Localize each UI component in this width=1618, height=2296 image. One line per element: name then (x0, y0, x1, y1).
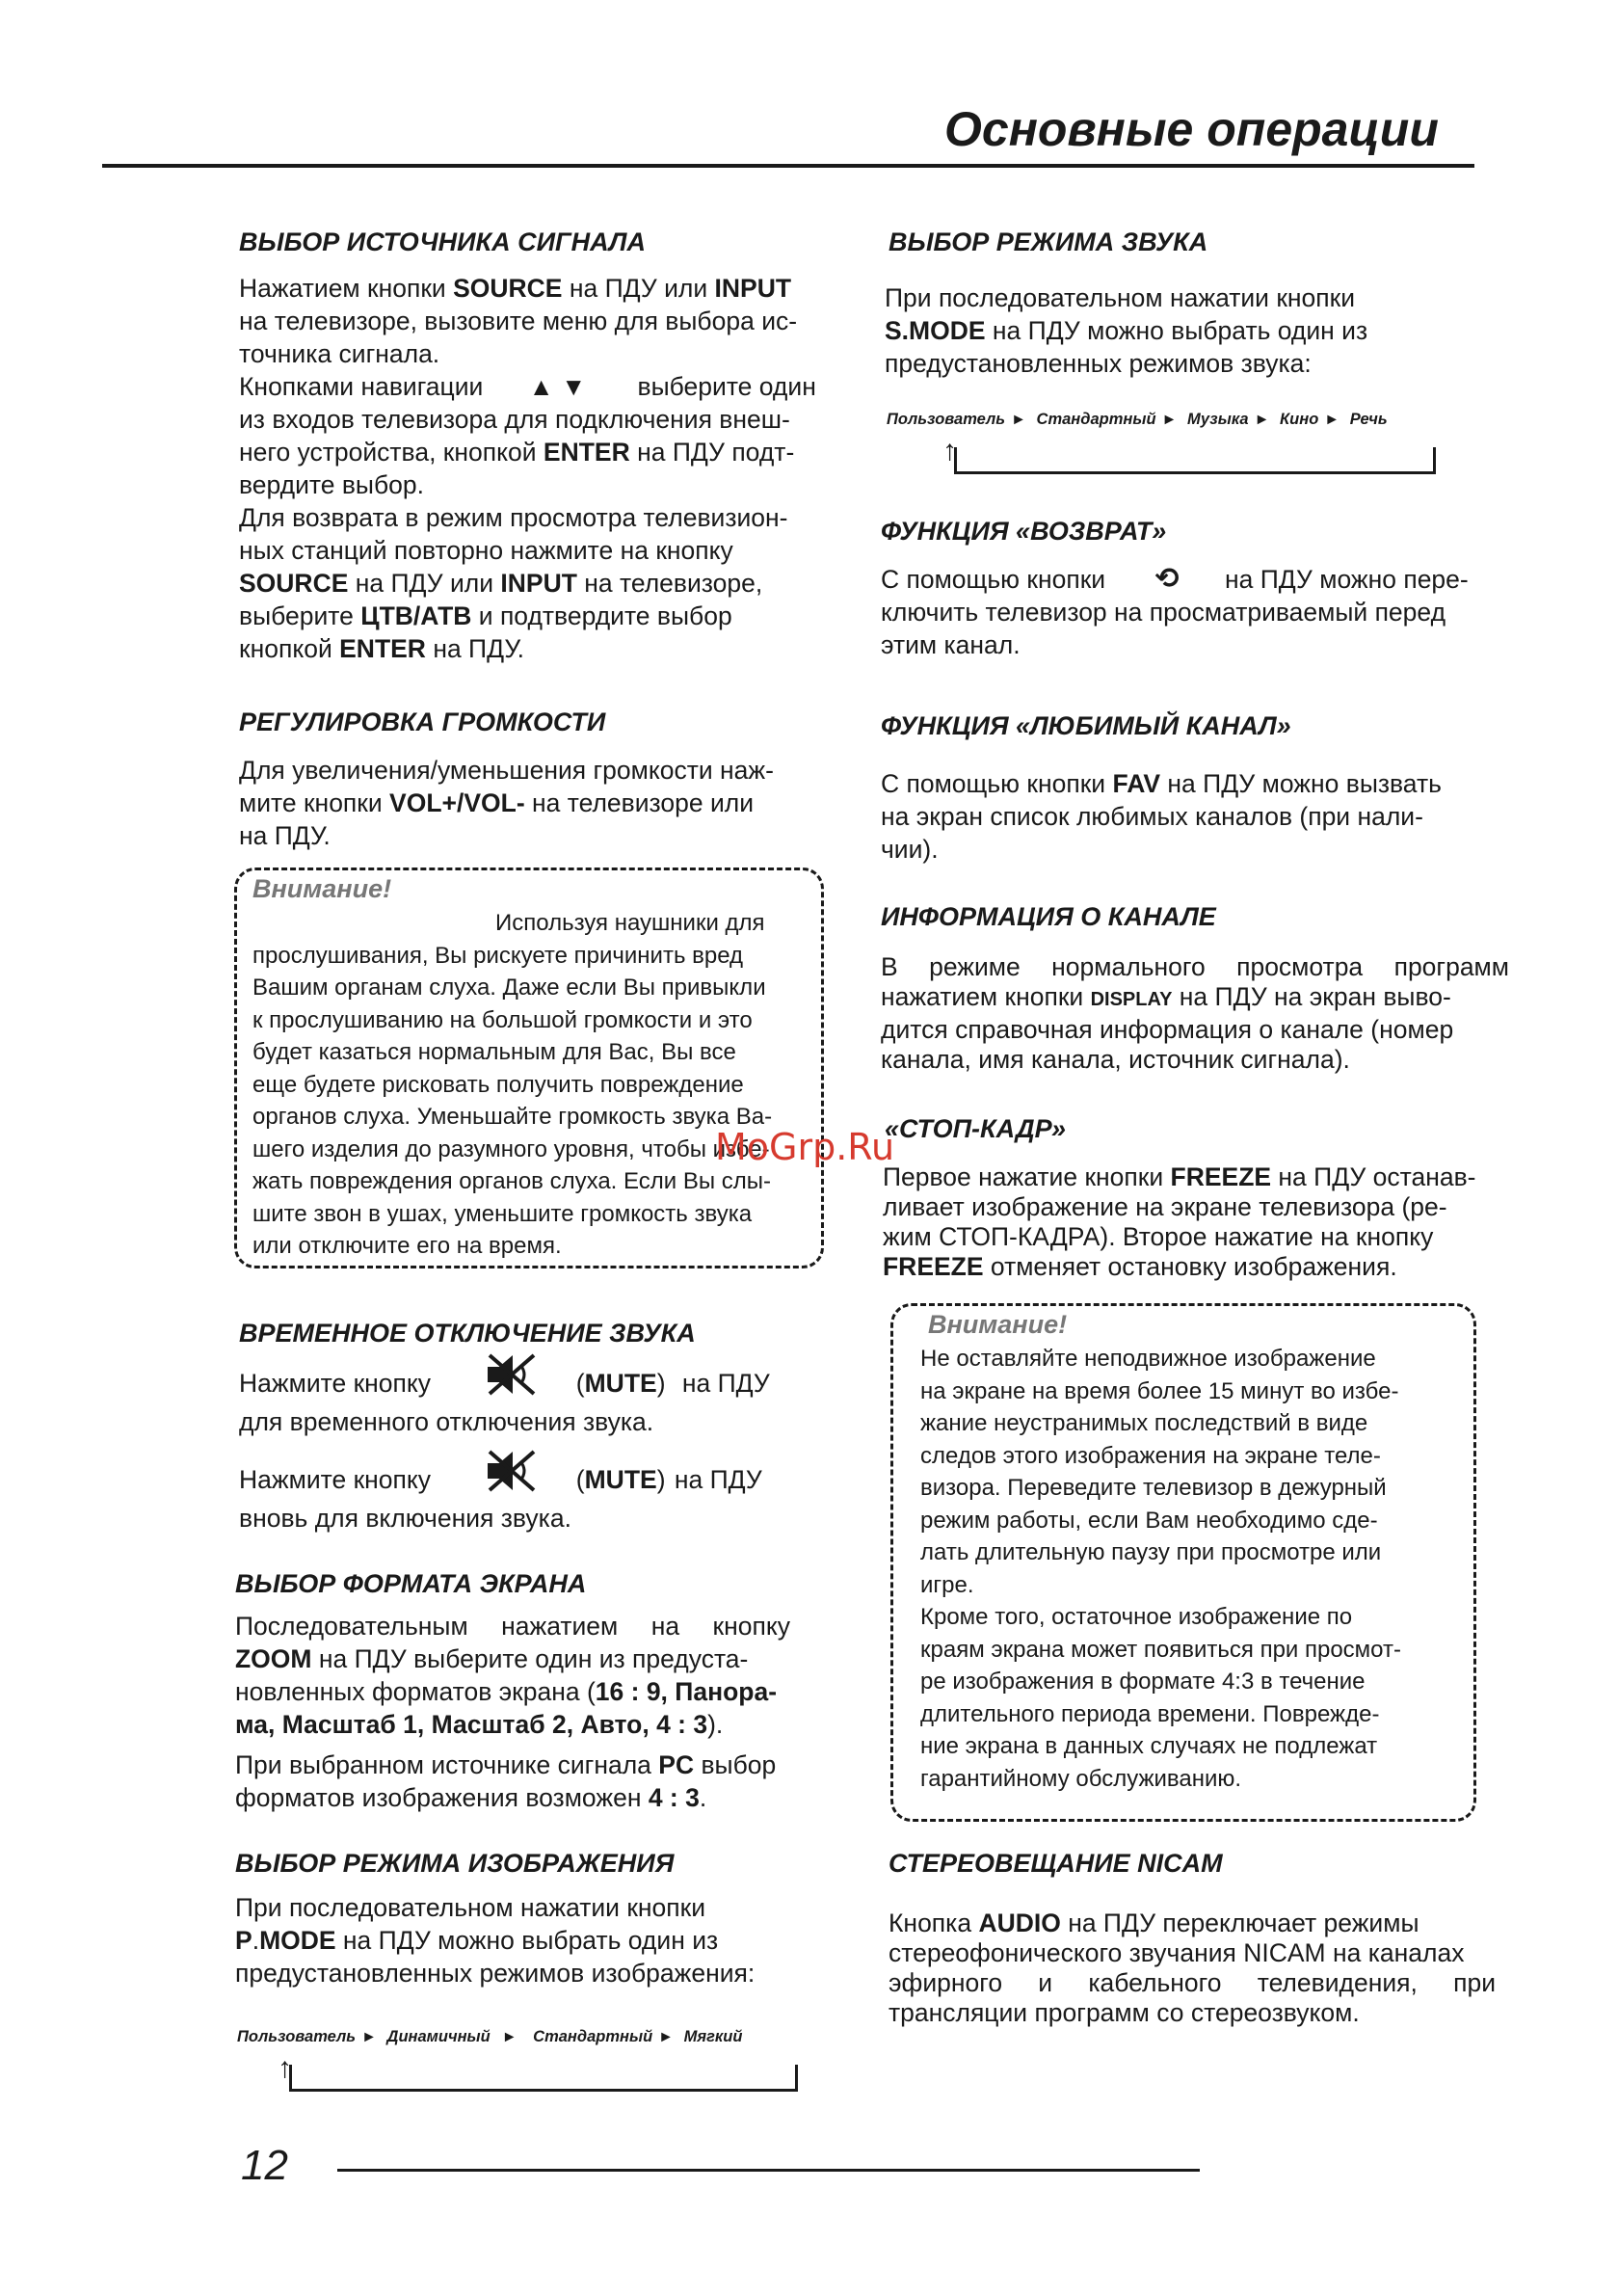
cycle-item: Пользователь (887, 411, 1006, 428)
pmode-line-3: предустановленных режимов изображения: (235, 1959, 756, 1988)
warning-line: органов слуха. Уменьшайте громкость звука Ва- (252, 1104, 773, 1130)
warning-line: или отключите его на время. (252, 1233, 562, 1259)
source-line-12: кнопкой ENTER на ПДУ. (239, 634, 525, 663)
source-line-1: Нажатием кнопки SOURCE на ПДУ или INPUT (239, 274, 792, 303)
mute-line-b2: вновь для включения звука. (239, 1504, 571, 1533)
section-heading-mute: ВРЕМЕННОЕ ОТКЛЮЧЕНИЕ ЗВУКА (239, 1319, 696, 1348)
source-line-11: выберите ЦТВ/АТВ и подтвердите выбор (239, 601, 732, 630)
nicam-line-3: эфирного и кабельного телевидения, при (889, 1968, 1496, 1997)
freeze-line-2: ливает изображение на экране телевизора (ре- (883, 1192, 1447, 1221)
warning-line: гарантийному обслуживанию. (920, 1765, 1242, 1792)
up-arrow-icon: ↑ (942, 435, 957, 467)
warning-line: Вашим органам слуха. Даже если Вы привыкли (252, 974, 766, 1001)
warning-line: визора. Переведите телевизор в дежурный (920, 1475, 1387, 1501)
title-divider (102, 164, 1474, 168)
cycle-item: Речь (1349, 411, 1388, 428)
sound-mode-text (885, 281, 1501, 380)
warning-line: жание неустранимых последствий в виде (920, 1410, 1368, 1436)
cycle-item: Музыка (1186, 411, 1249, 428)
fav-line-3: чии). (881, 835, 939, 864)
warning-line: Кроме того, остаточное изображение по (920, 1604, 1353, 1630)
info-line-3: дится справочная информация о канале (номер (881, 1015, 1454, 1044)
warning-line: жать повреждения органов слуха. Если Вы слы- (252, 1168, 771, 1194)
play-arrow-icon: ► (1254, 412, 1270, 428)
info-line-4: канала, имя канала, источник сигнала). (881, 1045, 1350, 1074)
source-line-9: ных станций повторно нажмите на кнопку (239, 536, 733, 565)
warning-line: игре. (920, 1571, 974, 1598)
recall-icon: ⟲ (1154, 563, 1180, 595)
recall-text (881, 563, 1517, 661)
fav-line-1: С помощью кнопки FAV на ПДУ можно вызвать (881, 769, 1442, 798)
warning-line: шего изделия до разумного уровня, чтобы избе- (252, 1135, 770, 1162)
recall-line-2: ключить телевизор на просматриваемый перед (881, 598, 1446, 627)
cycle-item: Динамичный (386, 2028, 491, 2045)
source-line-2: на телевизоре, вызовите меню для выбора ис- (239, 307, 798, 335)
volume-line-2: мите кнопки VOL+/VOL- на телевизоре или (239, 788, 755, 817)
mute-icon (484, 1448, 540, 1502)
warning-line: к прослушиванию на большой громкости и это (252, 1006, 753, 1033)
watermark: MoGrp.Ru (715, 1126, 895, 1168)
freeze-line-3: жим СТОП-КАДРА). Второе нажатие на кнопку (883, 1222, 1434, 1251)
up-arrow-icon: ↑ (278, 2052, 292, 2084)
play-arrow-icon: ► (501, 2029, 517, 2045)
warning-line: еще будете рисковать получить повреждение (252, 1071, 744, 1098)
mute-line-b1: Нажмите кнопку (MUTE) на ПДУ (239, 1461, 846, 1502)
freeze-line-1: Первое нажатие кнопки FREEZE на ПДУ останав- (883, 1162, 1476, 1191)
cycle-item: Мягкий (683, 2028, 743, 2045)
zoom-text (235, 1610, 790, 1814)
volume-line-1: Для увеличения/уменьшения громкости наж- (239, 756, 774, 785)
smode-line-3: предустановленных режимов звука: (885, 349, 1312, 378)
smode-line-2: S.MODE на ПДУ можно выбрать один из (885, 316, 1368, 345)
headphones-warning-box (234, 868, 824, 1268)
cycle-item: Стандартный (533, 2028, 653, 2045)
cycle-item: Кино (1280, 411, 1319, 428)
navigation-arrows-icon: ▲▼ (528, 372, 595, 401)
mute-text-b (239, 1461, 846, 1535)
warning-text (920, 1343, 1470, 1795)
section-heading-nicam: СТЕРЕОВЕЩАНИЕ NICAM (889, 1849, 1223, 1878)
zoom-line-4: ма, Масштаб 1, Масштаб 2, Авто, 4 : 3). (235, 1710, 724, 1739)
warning-line: ние экрана в данных случаях не подлежат (920, 1733, 1378, 1759)
fav-line-2: на экран список любимых каналов (при нали- (881, 802, 1423, 831)
source-line-4: Кнопками навигации ▲▼ выберите один (239, 372, 816, 401)
section-heading-channel-info: ИНФОРМАЦИЯ О КАНАЛЕ (881, 902, 1216, 931)
nicam-line-1: Кнопка AUDIO на ПДУ переключает режимы (889, 1909, 1419, 1937)
zoom-line-5: При выбранном источнике сигнала PC выбор (235, 1750, 777, 1779)
section-heading-source: ВЫБОР ИСТОЧНИКА СИГНАЛА (239, 227, 646, 256)
section-heading-favorite: ФУНКЦИЯ «ЛЮБИМЫЙ КАНАЛ» (881, 711, 1291, 740)
section-heading-recall: ФУНКЦИЯ «ВОЗВРАТ» (881, 517, 1167, 546)
zoom-line-6: форматов изображения возможен 4 : 3. (235, 1783, 707, 1812)
page-title: Основные операции (944, 102, 1439, 156)
warning-line: Не оставляйте неподвижное изображение (920, 1346, 1376, 1372)
cycle-return-line (954, 447, 1436, 474)
play-arrow-icon: ► (1324, 412, 1340, 428)
pmode-line-2: P.MODE на ПДУ можно выбрать один из (235, 1926, 719, 1955)
nicam-text (889, 1909, 1496, 2028)
play-arrow-icon: ► (361, 2029, 377, 2045)
mute-text-a (239, 1365, 846, 1438)
play-arrow-icon: ► (1011, 412, 1026, 428)
info-line-1: В режиме нормального просмотра программ (881, 952, 1509, 981)
warning-title: Внимание! (928, 1310, 1068, 1339)
play-arrow-icon: ► (658, 2029, 675, 2045)
source-text (239, 272, 846, 665)
source-line-10: SOURCE на ПДУ или INPUT на телевизоре, (239, 569, 763, 598)
warning-line: краям экрана может появиться при просмот- (920, 1636, 1401, 1663)
freeze-text (883, 1162, 1519, 1282)
favorite-text (881, 767, 1517, 866)
section-heading-volume: РЕГУЛИРОВКА ГРОМКОСТИ (239, 707, 606, 736)
recall-line-1: С помощью кнопки ⟲ на ПДУ можно пере- (881, 563, 1469, 595)
sound-mode-cycle (887, 411, 1388, 429)
warning-line: прослушивания, Вы рискуете причинить вред (252, 942, 744, 969)
warning-text (252, 907, 821, 1263)
source-line-5: из входов телевизора для подключения внеш- (239, 405, 790, 434)
mute-line-a1: Нажмите кнопку (MUTE) на ПДУ (239, 1365, 846, 1405)
warning-line: режим работы, если Вам необходимо сде- (920, 1507, 1378, 1534)
warning-line: ре изображения в формате 4:3 в течение (920, 1669, 1366, 1695)
warning-title: Внимание! (252, 874, 392, 903)
picture-mode-cycle (237, 2028, 742, 2046)
info-line-2: нажатием кнопки DISPLAY на ПДУ на экран выво- (881, 982, 1451, 1011)
cycle-return-line (289, 2065, 798, 2092)
section-heading-picture-mode: ВЫБОР РЕЖИМА ИЗОБРАЖЕНИЯ (235, 1849, 675, 1878)
warning-line: будет казаться нормальным для Вас, Вы все (252, 1039, 736, 1065)
cycle-item: Пользователь (237, 2028, 357, 2045)
still-image-warning-box (890, 1303, 1476, 1822)
mute-line-a2: для временного отключения звука. (239, 1407, 654, 1436)
warning-line: следов этого изображения на экране теле- (920, 1442, 1381, 1469)
zoom-line-2: ZOOM на ПДУ выберите один из предуста- (235, 1644, 749, 1673)
volume-text (239, 754, 846, 852)
freeze-line-4: FREEZE отменяет остановку изображения. (883, 1252, 1397, 1281)
zoom-line-1: Последовательным нажатием на кнопку (235, 1612, 790, 1641)
play-arrow-icon: ► (1161, 412, 1178, 428)
channel-info-text (881, 952, 1509, 1075)
source-line-8: Для возврата в режим просмотра телевизион- (239, 503, 788, 532)
cycle-item: Стандартный (1036, 411, 1156, 428)
warning-line: шите звон в ушах, уменьшите громкость звука (252, 1200, 753, 1227)
section-heading-sound-mode: ВЫБОР РЕЖИМА ЗВУКА (889, 227, 1208, 256)
warning-line: лать длительную паузу при просмотре или (920, 1539, 1382, 1565)
picture-mode-text (235, 1891, 813, 1989)
source-line-7: вердите выбор. (239, 470, 424, 499)
volume-line-3: на ПДУ. (239, 821, 331, 850)
section-heading-freeze: «СТОП-КАДР» (885, 1114, 1066, 1143)
pmode-line-1: При последовательном нажатии кнопки (235, 1893, 706, 1922)
section-heading-zoom: ВЫБОР ФОРМАТА ЭКРАНА (235, 1569, 587, 1598)
source-line-3: точника сигнала. (239, 339, 440, 368)
recall-line-3: этим канал. (881, 630, 1021, 659)
warning-line: длительного периода времени. Поврежде- (920, 1700, 1380, 1727)
page-number: 12 (241, 2142, 288, 2189)
warning-line: на экране на время более 15 минут во избе- (920, 1377, 1399, 1404)
mute-icon (484, 1351, 540, 1405)
source-line-6: него устройства, кнопкой ENTER на ПДУ подт- (239, 438, 795, 467)
warning-line: Используя наушники для (495, 910, 765, 936)
smode-line-1: При последовательном нажатии кнопки (885, 283, 1356, 312)
footer-divider (337, 2169, 1200, 2172)
nicam-line-2: стереофонического звучания NICAM на каналах (889, 1938, 1465, 1967)
nicam-line-4: трансляции программ со стереозвуком. (889, 1998, 1360, 2027)
zoom-line-3: новленных форматов экрана (16 : 9, Панора- (235, 1677, 778, 1706)
